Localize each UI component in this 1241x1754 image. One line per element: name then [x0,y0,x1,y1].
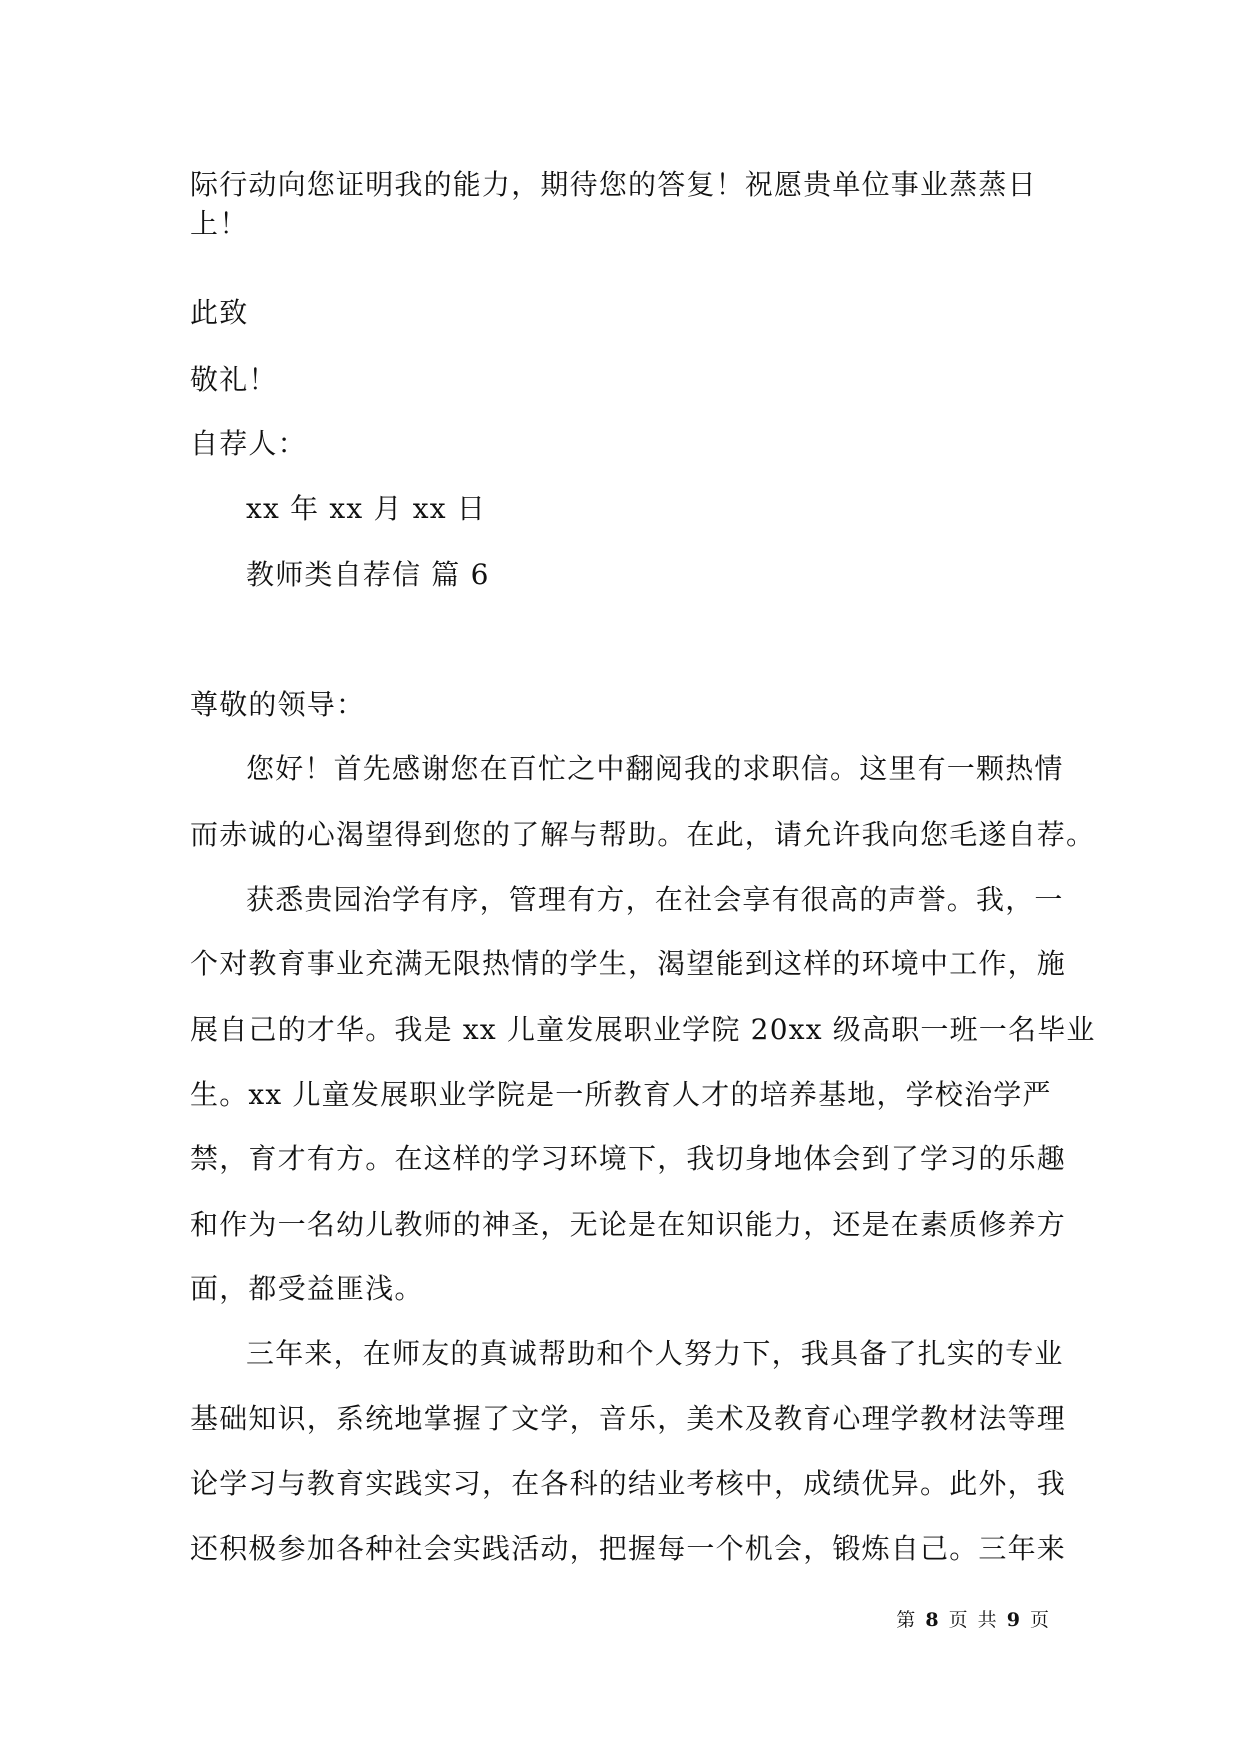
text-line: 个对教育事业充满无限热情的学生，渴望能到这样的环境中工作，施 [190,947,1067,980]
text-line: 三年来，在师友的真诚帮助和个人努力下，我具备了扎实的专业 [246,1337,1064,1370]
total-page-number: 9 [1006,1609,1022,1631]
text-line: 论学习与教育实践实习，在各科的结业考核中，成绩优异。此外，我 [190,1467,1067,1500]
text-line: 敬礼！ [190,363,278,396]
date-line: xx 年 xx 月 xx 日 [246,492,487,525]
footer-prefix: 第 [896,1609,918,1631]
text-line: 而赤诚的心渴望得到您的了解与帮助。在此，请允许我向您毛遂自荐。 [190,818,1096,851]
footer-middle: 页 共 [948,1609,999,1631]
footer-suffix: 页 [1029,1609,1051,1631]
text-line: 和作为一名幼儿教师的神圣，无论是在知识能力，还是在素质修养方 [190,1208,1067,1241]
section-heading: 教师类自荐信 篇 6 [246,558,490,591]
text-line: 上！ [190,207,249,240]
salutation: 尊敬的领导： [190,688,366,721]
text-line: 基础知识，系统地掌握了文学，音乐，美术及教育心理学教材法等理 [190,1402,1067,1435]
text-line: 禁，育才有方。在这样的学习环境下，我切身地体会到了学习的乐趣 [190,1142,1067,1175]
current-page-number: 8 [925,1609,941,1631]
signature-label: 自荐人： [190,427,307,460]
text-line: 生。xx 儿童发展职业学院是一所教育人才的培养基地，学校治学严 [190,1078,1052,1111]
text-line: 际行动向您证明我的能力，期待您的答复！祝愿贵单位事业蒸蒸日 [190,168,1037,201]
text-line: 获悉贵园治学有序，管理有方，在社会享有很高的声誉。我，一 [246,883,1064,916]
text-line: 还积极参加各种社会实践活动，把握每一个机会，锻炼自己。三年来 [190,1532,1067,1565]
text-line: 您好！首先感谢您在百忙之中翻阅我的求职信。这里有一颗热情 [246,752,1064,785]
text-line: 此致 [190,296,249,329]
text-line: 展自己的才华。我是 xx 儿童发展职业学院 20xx 级高职一班一名毕业 [190,1013,1096,1046]
page-footer [896,1608,1051,1632]
text-line: 面，都受益匪浅。 [190,1272,424,1305]
